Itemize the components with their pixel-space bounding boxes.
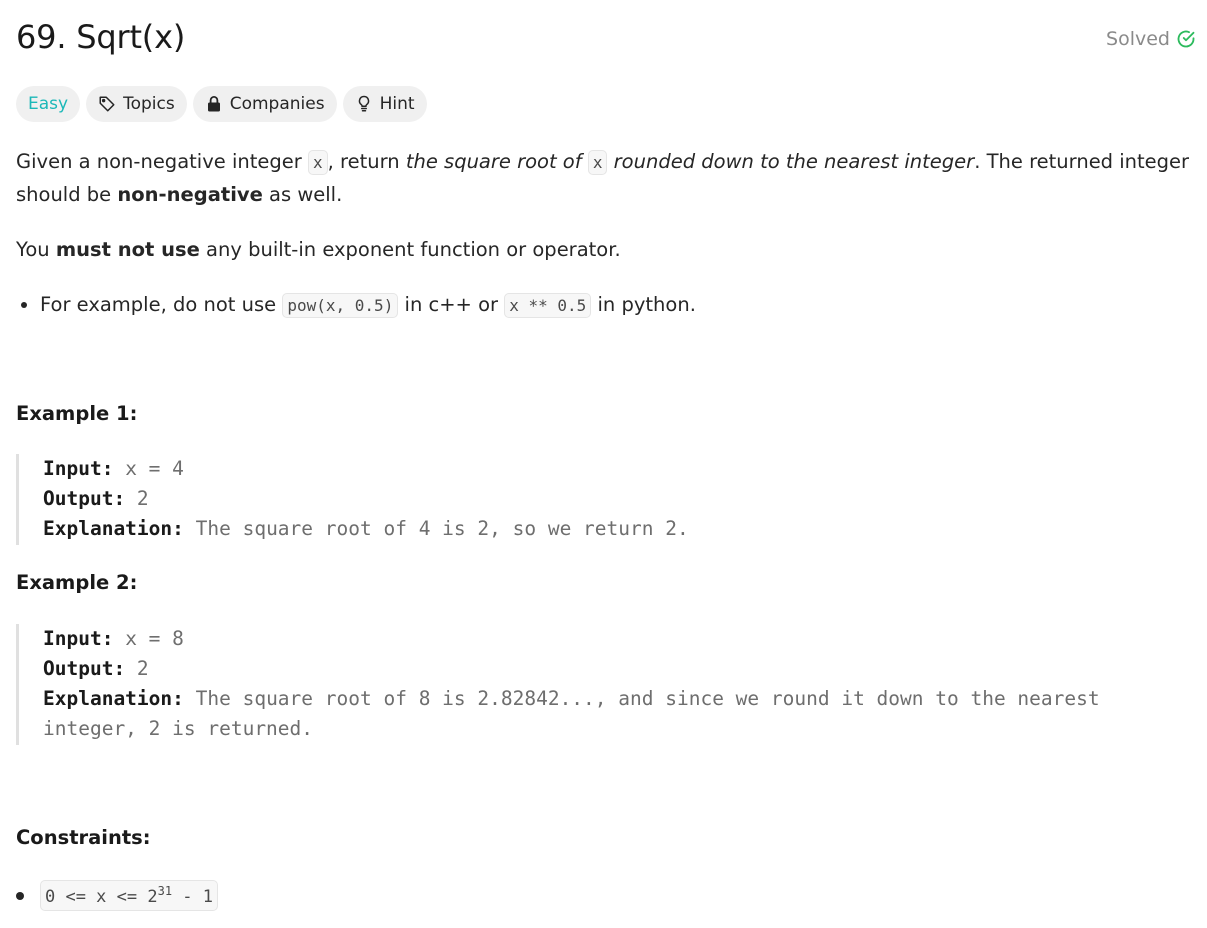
- emphasis-text: rounded down to the nearest integer: [607, 150, 975, 173]
- explanation-label: Explanation:: [43, 687, 184, 710]
- input-value: x = 4: [113, 457, 184, 480]
- lock-icon: [205, 95, 223, 113]
- explanation-value: The square root of 4 is 2, so we return 2.: [183, 517, 689, 540]
- example-1-block: [16, 454, 689, 545]
- description-paragraph-1: [16, 146, 1191, 211]
- hint-label: Hint: [379, 94, 415, 114]
- output-value: 2: [125, 487, 149, 510]
- input-value: x = 8: [113, 627, 184, 650]
- problem-title: 69. Sqrt(x): [16, 18, 186, 56]
- inline-code: x ** 0.5: [504, 293, 591, 318]
- output-label: Output:: [43, 487, 126, 510]
- solved-status: [1106, 28, 1196, 50]
- example-2-heading: Example 2:: [16, 571, 138, 594]
- companies-label: Companies: [229, 94, 325, 114]
- text-segment: , return: [327, 150, 406, 173]
- text-segment: in python.: [591, 293, 696, 316]
- inline-code: x: [588, 150, 608, 175]
- constraint-exponent: 31: [157, 884, 173, 898]
- explanation-label: Explanation:: [43, 517, 184, 540]
- note-list: [16, 289, 1191, 322]
- example-1-heading: Example 1:: [16, 402, 138, 425]
- text-segment: You: [16, 238, 56, 261]
- bold-text: non-negative: [117, 183, 263, 206]
- difficulty-label: Easy: [28, 94, 69, 114]
- inline-code: pow(x, 0.5): [282, 293, 398, 318]
- list-item: [40, 289, 1191, 322]
- explanation-value: The square root of 8 is 2.82842..., and since we round it down to the nearest integer, 2 is returned.: [43, 687, 1100, 740]
- tag-icon: [98, 95, 116, 113]
- output-label: Output:: [43, 657, 126, 680]
- solved-label: Solved: [1106, 28, 1170, 50]
- topics-button[interactable]: [86, 86, 187, 122]
- description-paragraph-2: [16, 234, 1191, 266]
- constraint-text: - 1: [172, 887, 213, 907]
- constraint-code: [40, 880, 218, 911]
- emphasis-text: the square root of: [405, 150, 588, 173]
- check-circle-icon: [1176, 29, 1196, 49]
- constraint-text: 0 <= x <= 2: [45, 887, 158, 907]
- text-segment: in c++ or: [398, 293, 505, 316]
- hint-button[interactable]: [343, 86, 427, 122]
- constraints-heading: Constraints:: [16, 826, 151, 849]
- topics-label: Topics: [123, 94, 175, 114]
- input-label: Input:: [43, 457, 114, 480]
- tag-row: [16, 86, 427, 122]
- text-segment: Given a non-negative integer: [16, 150, 308, 173]
- constraint-item: [16, 880, 218, 911]
- problem-description: [16, 146, 1191, 322]
- text-segment: as well.: [262, 183, 343, 206]
- text-segment: any built-in exponent function or operator.: [199, 238, 621, 261]
- lightbulb-icon: [355, 95, 373, 113]
- bold-text: must not use: [55, 238, 200, 261]
- text-segment: For example, do not use: [40, 293, 283, 316]
- example-2-block: [16, 624, 1100, 745]
- difficulty-badge: [16, 86, 80, 122]
- output-value: 2: [125, 657, 149, 680]
- inline-code: x: [308, 150, 328, 175]
- companies-button[interactable]: [193, 86, 337, 122]
- input-label: Input:: [43, 627, 114, 650]
- bullet-dot: [16, 892, 24, 900]
- text-segment: . The returned integer should be: [16, 150, 1190, 206]
